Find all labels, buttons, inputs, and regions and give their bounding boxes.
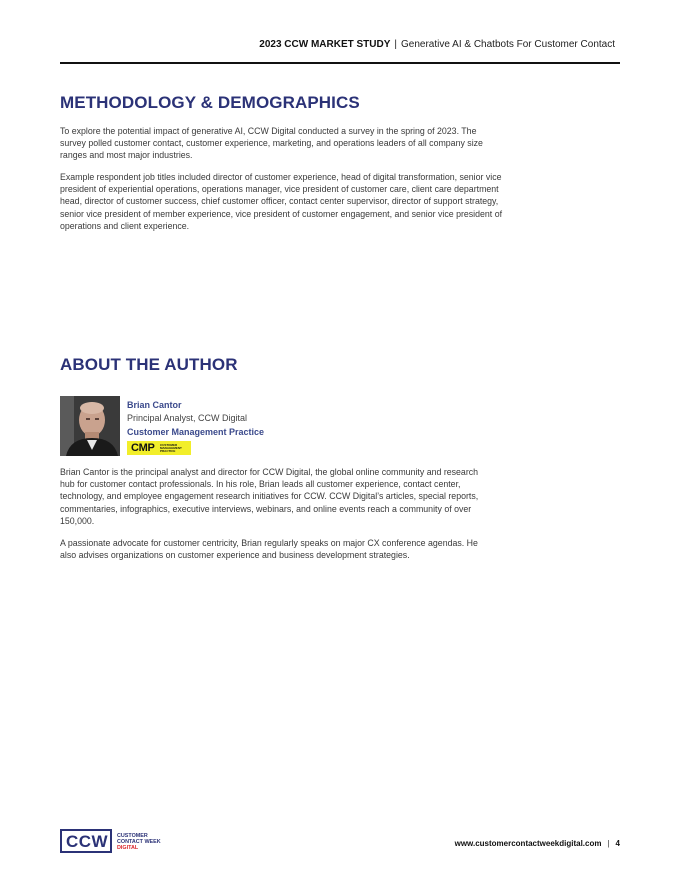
header-separator: | (394, 39, 398, 50)
page-number: 4 (615, 839, 620, 848)
author-organization: Customer Management Practice (127, 427, 265, 437)
study-title: 2023 CCW MARKET STUDY (259, 39, 391, 50)
methodology-paragraph-2: Example respondent job titles included director of customer experience, head of digital transformation, senior vice president of experiential operations, operations manager, vice president of customer care, client care department head, director of customer success, chief customer officer, contact center supervisor, director of support strategy, senior vice president of member experience, vice president of customer engagement, and senior vice president of operations and client experience. (60, 172, 503, 231)
ccw-logo-box (60, 829, 112, 853)
cmp-logo-badge (127, 441, 191, 455)
methodology-paragraph-1: To explore the potential impact of generative AI, CCW Digital conducted a survey in the spring of 2023. The survey polled customer contact, customer experience, marketing, and operations leaders of all company size ranges and most major industries. (60, 126, 483, 161)
methodology-heading: METHODOLOGY & DEMOGRAPHICS (60, 93, 360, 112)
ccw-logo-mark: CCW (66, 832, 109, 851)
footer-separator: | (607, 839, 610, 848)
author-photo (60, 396, 120, 456)
page-footer (455, 839, 620, 848)
author-title: Principal Analyst, CCW Digital (127, 413, 248, 423)
author-bio-paragraph-2: A passionate advocate for customer centricity, Brian regularly speaks on major CX conference agendas. He also advises organizations on customer experience and business development strategies. (60, 538, 478, 561)
footer-url[interactable]: www.customercontactweekdigital.com (454, 839, 602, 848)
author-name: Brian Cantor (127, 400, 182, 410)
header-subtitle: Generative AI & Chatbots For Customer Contact (401, 39, 615, 50)
page-header (259, 39, 615, 50)
author-heading: ABOUT THE AUTHOR (60, 355, 238, 374)
cmp-logo-subtext: CUSTOMER MANAGEMENT PRACTICE (160, 443, 182, 454)
author-bio-paragraph-1: Brian Cantor is the principal analyst and director for CCW Digital, the global online community and research hub for customer contact professionals. In his role, Brian leads all customer experience, contact center, technology, and employee engagement research initiatives for CCW. CCW Digital’s articles, special reports, commentaries, infographics, executive interviews, webinars, and online events reach a community of over 150,000. (60, 467, 479, 526)
header-divider (60, 62, 620, 64)
ccw-logo-wordmark: CUSTOMER CONTACT WEEK DIGITAL (117, 833, 161, 851)
cmp-logo-text: CMP (131, 442, 155, 454)
